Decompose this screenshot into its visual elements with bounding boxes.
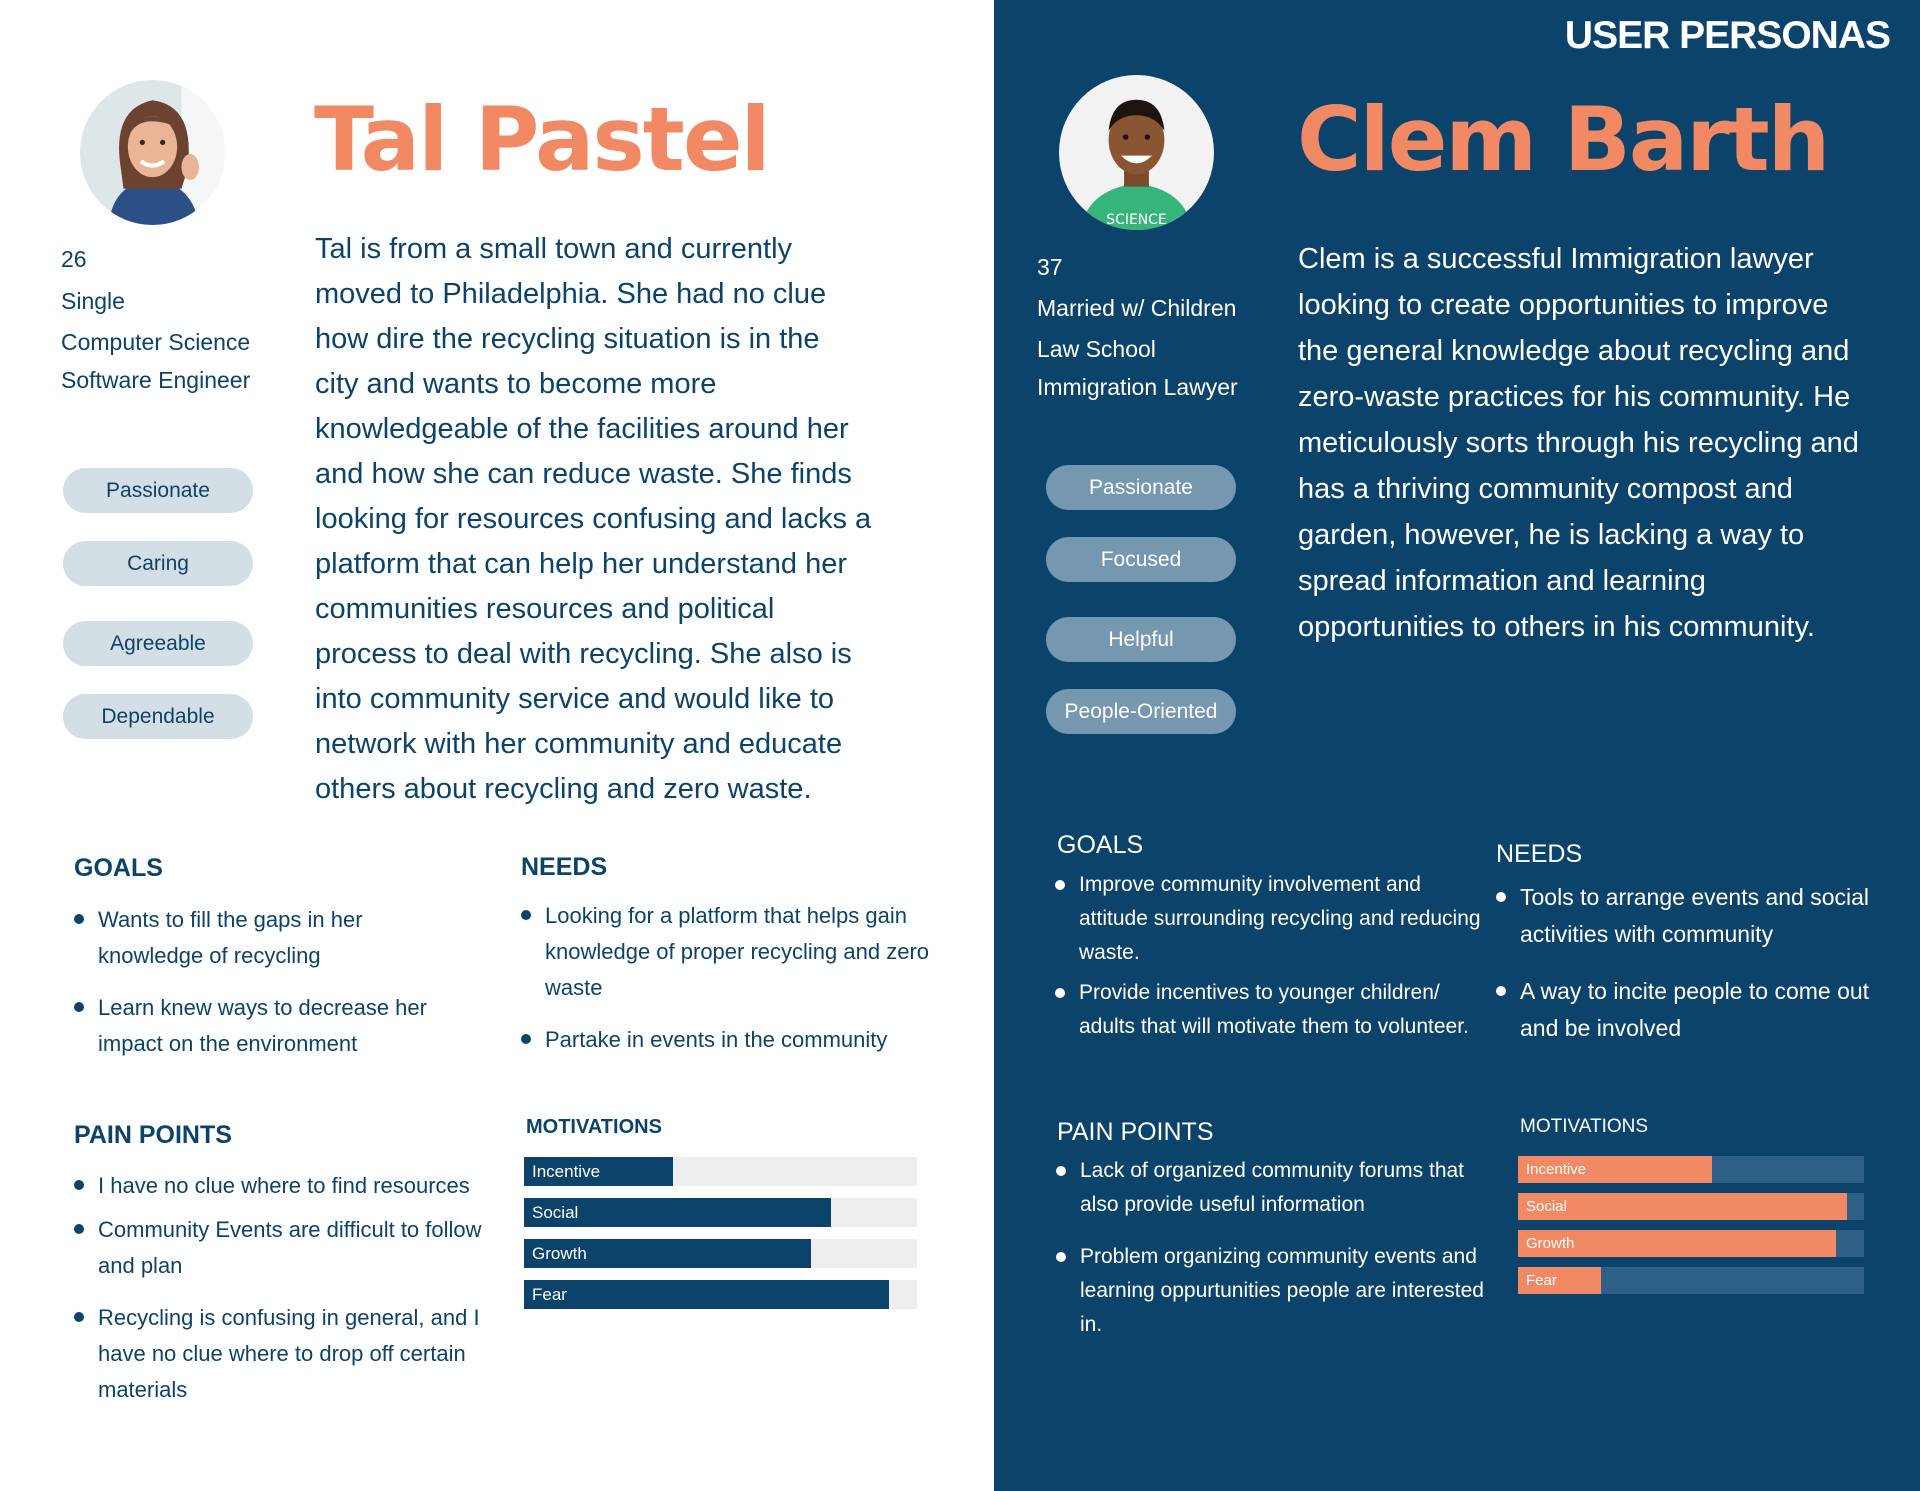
- list-item: Learn knew ways to decrease her impact on the environment: [74, 990, 454, 1062]
- list-item: A way to incite people to come out and be involved: [1496, 973, 1906, 1047]
- document-title: USER PERSONAS: [1564, 14, 1890, 57]
- list-item: Looking for a platform that helps gain knowledge of proper recycling and zero waste: [521, 898, 941, 1006]
- bio-line: Clem is a successful Immigration lawyer: [1298, 243, 1814, 275]
- needs-list: [521, 898, 941, 1058]
- pain-points-heading: PAIN POINTS: [74, 1121, 232, 1149]
- list-item: Problem organizing community events and learning oppurtunities people are interested in.: [1056, 1240, 1486, 1342]
- bio-line: how dire the recycling situation is in the: [315, 323, 820, 355]
- list-item: Provide incentives to younger children/ adults that will motivate them to volunteer.: [1055, 976, 1485, 1044]
- bio-line: and how she can reduce waste. She finds: [315, 458, 852, 490]
- goals-heading: GOALS: [1057, 831, 1144, 859]
- motivation-bar-growth: [524, 1239, 917, 1268]
- motivation-bar-incentive: [524, 1157, 917, 1186]
- bio-line: garden, however, he is lacking a way to: [1298, 519, 1805, 551]
- bio-line: the general knowledge about recycling and: [1298, 335, 1850, 367]
- trait-tag: Passionate: [1046, 465, 1236, 510]
- trait-tag: Caring: [63, 541, 253, 586]
- education: Law School: [1037, 336, 1156, 362]
- motivation-bar-fill: [1518, 1193, 1847, 1220]
- needs-heading: NEEDS: [1496, 840, 1583, 868]
- needs-heading: NEEDS: [521, 853, 608, 881]
- shirt-text: SCIENCE: [1106, 211, 1167, 228]
- occupation: Immigration Lawyer: [1037, 374, 1238, 400]
- motivation-bar-label: Fear: [1526, 1272, 1557, 1289]
- motivations-chart: [1518, 1156, 1864, 1296]
- pain-points-heading: PAIN POINTS: [1057, 1118, 1214, 1146]
- motivation-bar-label: Incentive: [1526, 1161, 1587, 1178]
- goals-list: [1055, 868, 1485, 1044]
- trait-tag: People-Oriented: [1046, 689, 1236, 734]
- motivation-bar-label: Growth: [532, 1244, 587, 1263]
- pain-points-list: [1056, 1154, 1486, 1342]
- persona-name: Clem Barth: [1297, 88, 1829, 191]
- trait-tag: Passionate: [63, 468, 253, 513]
- persona-name: Tal Pastel: [314, 88, 769, 191]
- trait-tag: Focused: [1046, 537, 1236, 582]
- list-item: Lack of organized community forums that also provide useful information: [1056, 1154, 1486, 1222]
- occupation: Software Engineer: [61, 367, 251, 393]
- needs-list: [1496, 879, 1906, 1047]
- motivation-bar-social: [524, 1198, 917, 1227]
- motivation-bar-label: Social: [532, 1203, 579, 1222]
- goals-heading: GOALS: [74, 854, 163, 882]
- bio-line: knowledgeable of the facilities around her: [315, 413, 849, 445]
- motivation-bar-label: Incentive: [532, 1162, 601, 1181]
- motivation-bar-incentive: [1518, 1156, 1864, 1183]
- motivation-bar-fear: [1518, 1267, 1864, 1294]
- bio-line: city and wants to become more: [315, 368, 717, 400]
- woman-portrait-icon: [80, 80, 225, 225]
- trait-tag: Agreeable: [63, 621, 253, 666]
- bio-line: spread information and learning: [1298, 565, 1706, 597]
- motivation-bar-label: Fear: [532, 1285, 567, 1304]
- bio-line: network with her community and educate: [315, 728, 843, 760]
- bio-line: looking for resources confusing and lacks a: [315, 503, 872, 535]
- age: 26: [61, 246, 87, 272]
- bio-line: meticulously sorts through his recycling and: [1298, 427, 1859, 459]
- bio-line: others about recycling and zero waste.: [315, 773, 812, 805]
- motivations-chart: [524, 1157, 917, 1312]
- list-item: Recycling is confusing in general, and I have no clue where to drop off certain materials: [74, 1300, 504, 1408]
- list-item: Improve community involvement and attitude surrounding recycling and reducing waste.: [1055, 868, 1485, 970]
- goals-list: [74, 902, 454, 1062]
- bio-line: Tal is from a small town and currently: [315, 233, 793, 265]
- bio-line: zero-waste practices for his community. He: [1298, 381, 1851, 413]
- motivations-heading: MOTIVATIONS: [1520, 1116, 1649, 1137]
- motivation-bar-social: [1518, 1193, 1864, 1220]
- trait-tag: Dependable: [63, 694, 253, 739]
- list-item: Wants to fill the gaps in her knowledge of recycling: [74, 902, 454, 974]
- education: Computer Science: [61, 329, 251, 355]
- relationship-status: Single: [61, 288, 125, 314]
- motivations-heading: MOTIVATIONS: [526, 1116, 662, 1138]
- pain-points-list: [74, 1168, 504, 1408]
- demographics: [61, 238, 250, 398]
- bio-line: communities resources and political: [315, 593, 775, 625]
- list-item: Tools to arrange events and social activities with community: [1496, 879, 1906, 953]
- list-item: I have no clue where to find resources: [74, 1168, 504, 1204]
- bio-line: moved to Philadelphia. She had no clue: [315, 278, 827, 310]
- motivation-bar-growth: [1518, 1230, 1864, 1257]
- demographics: [1037, 246, 1238, 405]
- bio-line: looking to create opportunities to improve: [1298, 289, 1829, 321]
- motivation-bar-label: Growth: [1526, 1235, 1575, 1252]
- motivation-bar-fill: [524, 1280, 889, 1309]
- motivation-bar-label: Social: [1526, 1198, 1567, 1215]
- list-item: Community Events are difficult to follow and plan: [74, 1212, 504, 1284]
- bio-line: platform that can help her understand her: [315, 548, 847, 580]
- persona-bio: [315, 227, 975, 812]
- age: 37: [1037, 254, 1063, 280]
- bio-line: has a thriving community compost and: [1298, 473, 1793, 505]
- motivation-bar-fear: [524, 1280, 917, 1309]
- trait-tag: Helpful: [1046, 617, 1236, 662]
- man-portrait-icon: [1059, 75, 1214, 230]
- persona-bio: [1298, 236, 1908, 650]
- relationship-status: Married w/ Children: [1037, 295, 1237, 321]
- bio-line: opportunities to others in his community.: [1298, 611, 1815, 643]
- list-item: Partake in events in the community: [521, 1022, 941, 1058]
- bio-line: into community service and would like to: [315, 683, 835, 715]
- bio-line: process to deal with recycling. She also is: [315, 638, 852, 670]
